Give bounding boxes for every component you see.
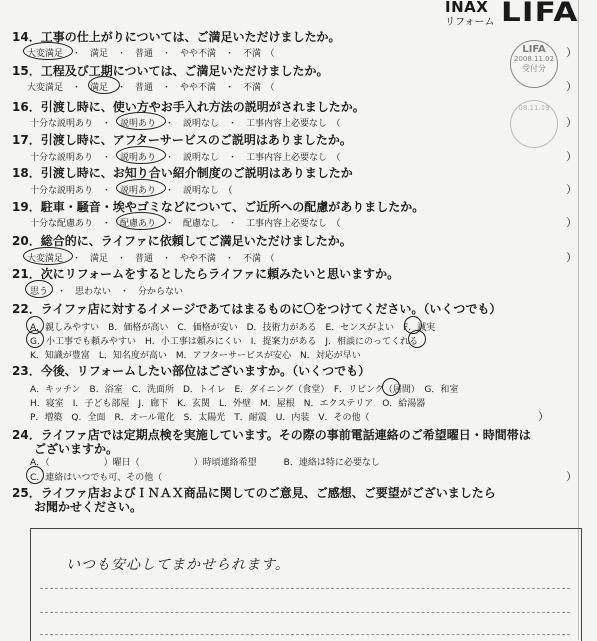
q20-options: 大変満足 ・ 満足 ・ 普通 ・ やや不満 ・ 不満 （ — [27, 254, 275, 264]
question-22: 22．ライファ店に対するイメージであてはまるものに〇をつけてください。（いくつでも） — [12, 302, 502, 316]
q16-options: 十分な説明あり ・ 説明あり ・ 説明なし ・ 工事内容上必要なし （ — [30, 119, 341, 129]
q21-options: 思う ・ 思わない ・ 分からない — [30, 287, 184, 297]
q20-close-paren: ） — [566, 251, 577, 264]
q19-close-paren: ） — [566, 216, 577, 229]
q14-close-paren: ） — [566, 46, 577, 59]
q18-close-paren: ） — [566, 183, 577, 196]
question-25-cont: お聞かせください。 — [34, 500, 143, 514]
q24-close-paren: ） — [566, 470, 577, 483]
q24-row2: C．連絡はいつでも可、その他（ — [30, 473, 163, 483]
question-18: 18．引渡し時に、お知り合い紹介制度のご説明はありましたか — [12, 166, 353, 180]
stamp-date: 2008.11.02 — [513, 55, 555, 63]
q23-close-paren: ） — [538, 410, 549, 423]
question-21: 21．次にリフォームをするとしたらライファに頼みたいと思いますか。 — [12, 267, 400, 281]
comment-rule — [40, 612, 570, 613]
stamp-note: 受付分 — [522, 64, 546, 73]
question-24: 24．ライファ店では定期点検を実施しています。その際の事前電話連絡のご希望曜日・時間帯は — [12, 428, 531, 442]
stamp-date: 08.11.19 — [518, 104, 550, 112]
logo-sub: リフォーム — [445, 17, 495, 28]
q23-row3: P．増築 Q．全面 R．オール電化 S．太陽光 T．耐震 U．内装 V．その他（ — [30, 413, 370, 423]
handwritten-comment: いつも安心してまかせられます。 — [66, 557, 290, 573]
question-24-cont: ございますか。 — [34, 442, 119, 456]
faded-date-stamp — [510, 100, 558, 148]
received-stamp — [510, 40, 558, 88]
question-15: 15．工程及び工期については、ご満足いただけましたか。 — [12, 64, 329, 78]
q24-row1: A．（ ）曜日（ ）時頃連絡希望 B．連絡は特に必要なし — [30, 458, 380, 468]
comment-rule — [40, 634, 570, 635]
q22-row2: G．小工事でも頼みやすい H．小工事は頼みにくい I．提案力がある J．相談にのってくれる — [30, 337, 418, 347]
q23-row2: H．寝室 I．子ども部屋 J．廊下 K．玄関 L．外壁 M．屋根 N．エクステリア O．給湯器 — [30, 399, 426, 409]
q15-options: 大変満足 ・ 満足 ・ 普通 ・ やや不満 ・ 不満 （ — [27, 83, 275, 93]
q22-row3: K．知識が豊富 L．知名度が高い M．アフターサービスが安心 N．対応が早い — [30, 351, 361, 361]
q19-options: 十分な配慮あり ・ 配慮あり ・ 配慮なし ・ 工事内容上必要なし （ — [30, 219, 341, 229]
question-23: 23．今後、リフォームしたい部位はございますか。（いくつでも） — [12, 364, 371, 378]
question-16: 16．引渡し時に、使い方やお手入れ方法の説明がされましたか。 — [12, 100, 365, 114]
q17-options: 十分な説明あり ・ 説明あり ・ 説明なし ・ 工事内容上必要なし （ — [30, 153, 341, 163]
question-19: 19．駐車・騒音・埃やゴミなどについて、ご近所への配慮がありましたか。 — [12, 200, 425, 214]
question-20: 20．総合的に、ライファに依頼してご満足いただけましたか。 — [12, 234, 352, 248]
q16-close-paren: ） — [566, 116, 577, 129]
comment-box[interactable] — [30, 528, 582, 641]
question-25: 25．ライファ店およびＩＮＡＸ商品に関してのご意見、ご感想、ご要望がございましたら — [12, 486, 496, 500]
question-17: 17．引渡し時に、アフターサービスのご説明はありましたか。 — [12, 133, 352, 147]
q22-row1: A．親しみやすい B．価格が高い C．価格が安い D．技術力がある E．センスがよい F．誠実 — [30, 323, 436, 333]
logo-brand: INAX — [445, 0, 489, 16]
q14-options: 大変満足 ・ 満足 ・ 普通 ・ やや不満 ・ 不満 （ — [27, 49, 275, 59]
stamp-title: LIFA — [522, 44, 546, 55]
q23-row1: A．キッチン B．浴室 C．洗面所 D．トイレ E．ダイニング（食堂） F．リビング（居間） G．和室 — [30, 385, 459, 395]
q17-close-paren: ） — [566, 150, 577, 163]
logo-mark: LIFA — [501, 0, 579, 28]
question-14: 14．工事の仕上がりについては、ご満足いただけましたか。 — [12, 30, 341, 44]
q15-close-paren: ） — [566, 80, 577, 93]
inax-lifa-logo — [445, 0, 579, 28]
q18-options: 十分な説明あり ・ 説明あり ・ 説明なし （ — [30, 186, 233, 196]
comment-rule — [40, 588, 570, 589]
